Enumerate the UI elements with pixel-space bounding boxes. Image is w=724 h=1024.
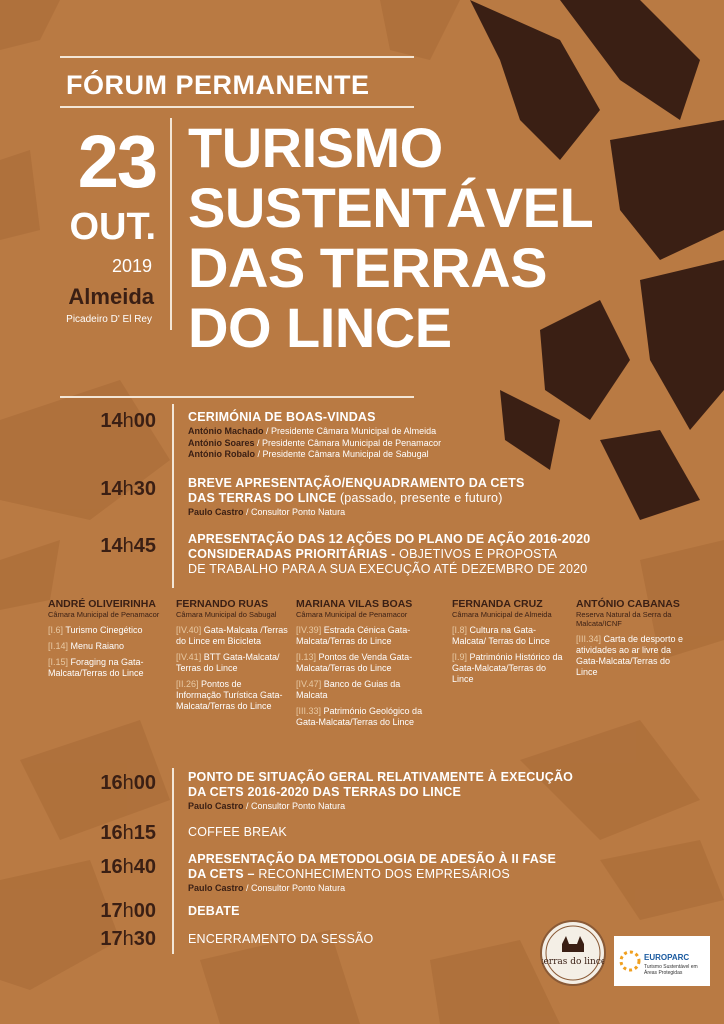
topic-item: [I.14] Menu Raiano bbox=[48, 641, 125, 651]
time-1600: 16h00 bbox=[100, 772, 156, 794]
panel-column-3 bbox=[296, 598, 432, 733]
speaker-row: António Machado / Presidente Câmara Municipal de Almeida bbox=[188, 426, 437, 436]
schedule-divider-2 bbox=[172, 768, 174, 954]
top-rule bbox=[60, 56, 414, 58]
panelist-org: Reserva Natural da Serra da Malcata/ICNF bbox=[576, 610, 672, 628]
schedule-divider bbox=[172, 404, 174, 588]
panelist-org: Câmara Municipal de Penamacor bbox=[296, 610, 408, 619]
panelist-name: ANTÓNIO CABANAS bbox=[576, 598, 680, 610]
panel-column-1 bbox=[48, 598, 166, 684]
event-venue: Picadeiro D' El Rey bbox=[66, 314, 152, 325]
time-1700: 17h00 bbox=[100, 900, 156, 922]
topic-item: [I.9] Património Histórico da Gata-Malcata/Terras do Lince bbox=[452, 652, 563, 684]
topic-item: [I.13] Pontos de Venda Gata-Malcata/Terras do Lince bbox=[296, 652, 413, 673]
panelist-name: MARIANA VILAS BOAS bbox=[296, 598, 413, 610]
speaker-row: António Soares / Presidente Câmara Municipal de Penamacor bbox=[188, 437, 442, 448]
topic-item: [IV.39] Estrada Cénica Gata-Malcata/Terras do Lince bbox=[296, 625, 411, 646]
panel-column-2 bbox=[176, 598, 288, 717]
event-year: 2019 bbox=[111, 256, 152, 276]
schedule-top-rule bbox=[60, 396, 414, 398]
date-divider bbox=[170, 118, 172, 330]
panelist-org: Câmara Municipal de Penamacor bbox=[48, 610, 160, 619]
session-presentation-speaker: Paulo Castro / Consultor Ponto Natura bbox=[188, 507, 346, 517]
title-line-4: DO LINCE bbox=[188, 296, 452, 359]
time-1430: 14h30 bbox=[100, 478, 156, 500]
forum-label: FÓRUM PERMANENTE bbox=[66, 70, 370, 100]
panelist-name: ANDRÉ OLIVEIRINHA bbox=[48, 598, 156, 610]
europarc-name: EUROPARC bbox=[644, 953, 690, 962]
session-actions-title: APRESENTAÇÃO DAS 12 AÇÕES DO PLANO DE AÇÃO 2016-2020 CONSIDERADAS PRIORITÁRIAS - OBJETIVOS E PROPOSTA DE TRABALHO PARA A SUA EXECUÇÃO ATÉ DEZEMBRO DE 2020 bbox=[188, 532, 591, 576]
topic-item: [III.33] Património Geológico da Gata-Malcata/Terras do Lince bbox=[296, 706, 423, 727]
speaker-row: António Robalo / Presidente Câmara Municipal de Sabugal bbox=[188, 449, 429, 459]
panel-column-5 bbox=[576, 598, 686, 683]
topic-item: [I.8] Cultura na Gata-Malcata/ Terras do Lince bbox=[452, 625, 550, 646]
time-1615: 16h15 bbox=[100, 822, 156, 844]
session-coffee-title: COFFEE BREAK bbox=[188, 825, 287, 839]
time-1640: 16h40 bbox=[100, 856, 156, 878]
topic-item: [IV.40] Gata-Malcata /Terras do Lince em Bicicleta bbox=[176, 625, 288, 646]
panelist-org: Câmara Municipal do Sabugal bbox=[176, 610, 277, 619]
session-presentation-title: BREVE APRESENTAÇÃO/ENQUADRAMENTO DA CETS DAS TERRAS DO LINCE (passado, presente e futuro) bbox=[188, 476, 525, 505]
panelist-name: FERNANDA CRUZ bbox=[452, 598, 543, 610]
terras-do-lince-logo bbox=[540, 920, 606, 986]
time-1400: 14h00 bbox=[100, 410, 156, 432]
session-welcome-title: CERIMÓNIA DE BOAS-VINDAS bbox=[188, 410, 376, 424]
europarc-logo bbox=[614, 936, 710, 986]
time-1730: 17h30 bbox=[100, 928, 156, 950]
lynx-logo-icon bbox=[542, 922, 604, 984]
topic-item: [I.6] Turismo Cinegético bbox=[48, 625, 143, 635]
session-debate-title: DEBATE bbox=[188, 904, 240, 918]
forum-rule bbox=[60, 106, 414, 108]
session-status-title: PONTO DE SITUAÇÃO GERAL RELATIVAMENTE À EXECUÇÃO DA CETS 2016-2020 DAS TERRAS DO LINCE bbox=[188, 770, 574, 799]
session-methodology-speaker: Paulo Castro / Consultor Ponto Natura bbox=[188, 883, 346, 893]
topic-item: [IV.41] BTT Gata-Malcata/ Terras do Lince bbox=[176, 652, 280, 673]
topic-item: [I.15] Foraging na Gata-Malcata/Terras do Lince bbox=[48, 657, 144, 678]
time-1445: 14h45 bbox=[100, 535, 156, 557]
session-methodology-title: APRESENTAÇÃO DA METODOLOGIA DE ADESÃO À II FASE DA CETS – RECONHECIMENTO DOS EMPRESÁRIOS bbox=[188, 852, 556, 881]
panelist-org: Câmara Municipal de Almeida bbox=[452, 610, 552, 619]
topic-item: [III.34] Carta de desporto e atividades ao ar livre da Gata-Malcata/Terras do Lince bbox=[576, 634, 684, 677]
session-closing-title: ENCERRAMENTO DA SESSÃO bbox=[188, 932, 374, 946]
panel-column-4 bbox=[452, 598, 564, 690]
title-line-3: DAS TERRAS bbox=[188, 236, 548, 299]
panelist-name: FERNANDO RUAS bbox=[176, 598, 269, 610]
event-title bbox=[188, 118, 593, 358]
topic-item: [IV.47] Banco de Guias da Malcata bbox=[296, 679, 401, 700]
event-day: 23 bbox=[77, 120, 156, 203]
event-city: Almeida bbox=[68, 284, 154, 309]
title-line-1: TURISMO bbox=[188, 116, 443, 179]
event-month: OUT. bbox=[69, 206, 156, 248]
europarc-star-icon bbox=[614, 936, 710, 986]
topic-item: [II.26] Pontos de Informação Turística Gata-Malcata/Terras do Lince bbox=[176, 679, 283, 711]
europarc-subtitle: Turismo Sustentável em Áreas Protegidas bbox=[644, 964, 698, 976]
logo-text: terras do lince bbox=[542, 957, 604, 967]
session-status-speaker: Paulo Castro / Consultor Ponto Natura bbox=[188, 801, 346, 811]
session-welcome-speakers bbox=[188, 426, 441, 461]
title-line-2: SUSTENTÁVEL bbox=[188, 176, 594, 239]
